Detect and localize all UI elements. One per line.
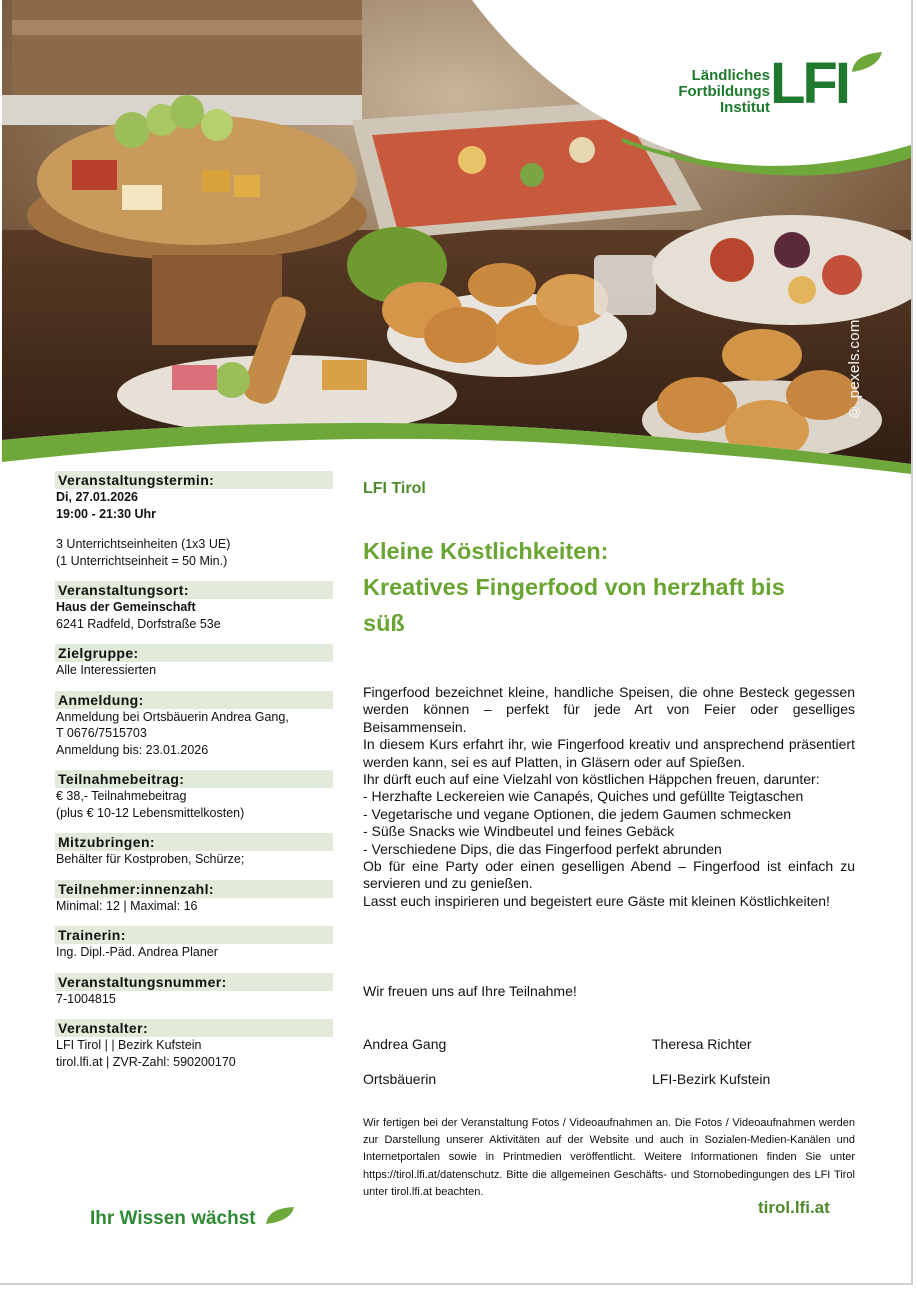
field-teilnehmer [55,880,333,915]
field-beitrag [55,770,333,821]
ort-name: Haus der Gemeinschaft [56,600,196,614]
anmeldung-line-1: Anmeldung bei Ortsbäuerin Andrea Gang, [56,709,289,724]
signature-2-name: Theresa Richter [652,1036,752,1052]
signature-1-role: Ortsbäuerin [363,1071,437,1087]
footer-claim [90,1206,295,1230]
desc-paragraph-1: Fingerfood bezeichnet kleine, handliche Speisen, die ohne Besteck gegessen werden können – perfekt für jede Art von Feier oder geselliges Beisammensein. [363,684,855,735]
desc-paragraph-5: Lasst euch inspirieren und begeistert eure Gäste mit kleinen Köstlichkeiten! [363,892,830,909]
beitrag-line-1: € 38,- Teilnahmebeitrag [56,789,187,803]
leaf-icon [265,1206,295,1226]
footer-claim-text: Ihr Wissen wächst [90,1208,256,1229]
anmeldung-label: Anmeldung: [55,691,333,709]
lfi-logo [660,50,885,120]
title-line-2: Kreatives Fingerfood von herzhaft bis [363,574,785,600]
trainerin-label: Trainerin: [55,926,333,944]
field-nummer [55,973,333,1008]
logo-text [660,68,770,116]
event-details [55,471,333,1082]
welcome-text: Wir freuen uns auf Ihre Teilnahme! [363,983,577,999]
beitrag-line-2: (plus € 10-12 Lebensmittelkosten) [56,805,245,820]
beitrag-label: Teilnahmebeitrag: [55,770,333,788]
logo-line-2: Fortbildungs [678,83,770,100]
footer-url[interactable]: tirol.lfi.at [758,1198,830,1217]
trainerin-value: Ing. Dipl.-Päd. Andrea Planer [56,945,218,959]
legal-text: Wir fertigen bei der Veranstaltung Fotos / Videoaufnahmen an. Die Fotos / Videoaufnahmen werden zur Darstellung unserer Aktivitäten auf der Website und auch in Sozialen-Medien-Kanälen und Internetportalen sowie in Printmedien veröffentlicht. Weitere Informationen finden Sie unter https://tirol.lfi.at/datenschutz. Bitte die allgemeinen Geschäfts- und Stornobedingungen des LFI Tirol unter tirol.lfi.at beachten. [363,1117,855,1198]
mitbringen-label: Mitzubringen: [55,833,333,851]
ort-label: Veranstaltungsort: [55,581,333,599]
signature-1-name: Andrea Gang [363,1036,447,1052]
field-ort [55,581,333,632]
list-item: - Verschiedene Dips, die das Fingerfood perfekt abrunden [363,840,722,857]
event-description [363,684,855,910]
teilnehmer-value: Minimal: 12 | Maximal: 16 [56,898,198,913]
logo-line-1: Ländliches [691,67,770,84]
organizer-heading: LFI Tirol [363,480,426,497]
nummer-value: 7-1004815 [56,991,116,1006]
list-item: - Vegetarische und vegane Optionen, die jedem Gaumen schmecken [363,805,792,822]
title-line-1: Kleine Köstlichkeiten: [363,538,609,564]
termin-label: Veranstaltungstermin: [55,471,333,489]
nummer-label: Veranstaltungsnummer: [55,973,333,991]
logo-line-3: Institut [720,99,770,116]
list-item: - Herzhafte Leckereien wie Canapés, Quiches und gefüllte Teigtaschen [363,788,804,805]
mitbringen-value: Behälter für Kostproben, Schürze; [56,852,245,866]
field-trainerin [55,926,333,961]
zielgruppe-label: Zielgruppe: [55,644,333,662]
field-veranstalter [55,1019,333,1070]
title-line-3: süß [363,610,405,636]
desc-paragraph-4: Ob für eine Party oder einen geselligen Abend – Fingerfood ist einfach zu servieren und zu genießen. [363,858,855,892]
field-mitbringen [55,833,333,868]
leaf-icon [850,50,884,74]
field-anmeldung [55,691,333,759]
teilnehmer-label: Teilnehmer:innenzahl: [55,880,333,898]
anmeldung-deadline: Anmeldung bis: 23.01.2026 [56,742,209,757]
veranstalter-line-1: LFI Tirol | | Bezirk Kufstein [56,1038,202,1052]
termin-time: 19:00 - 21:30 Uhr [56,506,157,521]
termin-date: Di, 27.01.2026 [56,490,139,504]
zielgruppe-value: Alle Interessierten [56,663,157,677]
photo-credit: © pexels.com [846,319,863,420]
desc-paragraph-3: Ihr dürft euch auf eine Vielzahl von köstlichen Häppchen freuen, darunter: [363,771,820,788]
units-line-2: (1 Unterrichtseinheit = 50 Min.) [56,553,228,568]
legal-notice [363,1115,855,1201]
veranstalter-line-2: tirol.lfi.at | ZVR-Zahl: 590200170 [56,1054,236,1069]
units-line-1: 3 Unterrichtseinheiten (1x3 UE) [56,537,231,551]
field-zielgruppe [55,644,333,679]
signature-2-role: LFI-Bezirk Kufstein [652,1071,771,1087]
anmeldung-phone: T 0676/7515703 [56,726,147,740]
veranstalter-label: Veranstalter: [55,1019,333,1037]
field-termin [55,471,333,569]
list-item: - Süße Snacks wie Windbeutel und feines Gebäck [363,823,675,840]
logo-mark: LFI [770,51,848,116]
desc-paragraph-2: In diesem Kurs erfahrt ihr, wie Fingerfood kreativ und ansprechend präsentiert werden kann, sei es auf Platten, in Gläsern oder auf Spießen. [363,736,855,770]
ort-address: 6241 Radfeld, Dorfstraße 53e [56,616,221,631]
event-title [363,533,863,641]
